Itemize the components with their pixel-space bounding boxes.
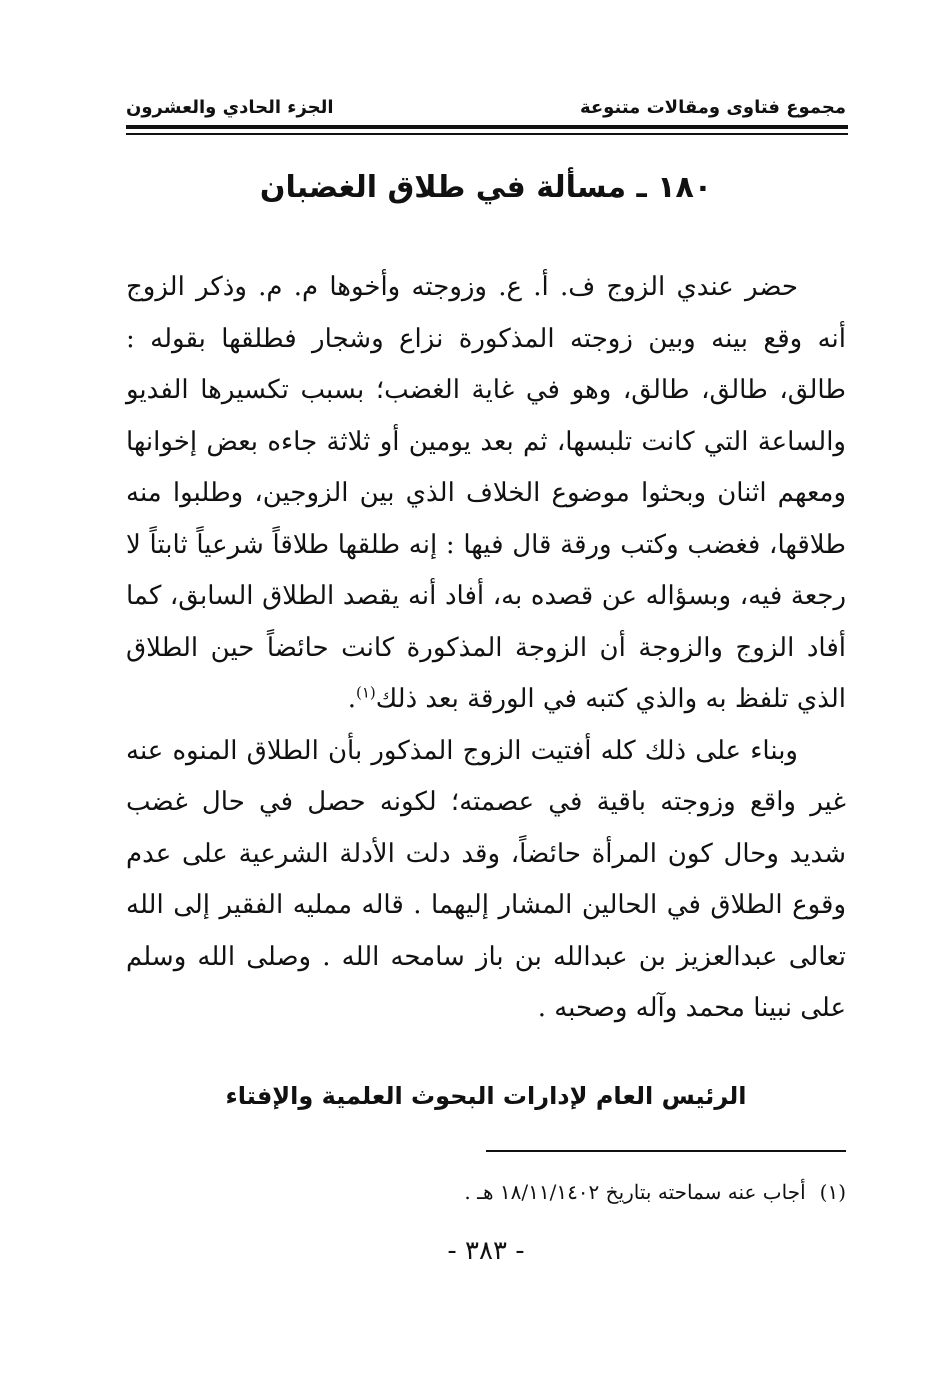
footnote-separator: [486, 1150, 846, 1152]
volume-label: الجزء الحادي والعشرون: [126, 97, 334, 118]
header-rule-thin: [126, 133, 848, 135]
book-title: مجموع فتاوى ومقالات متنوعة: [579, 97, 846, 118]
footnote: [126, 1180, 846, 1204]
page-number: - ٣٨٣ -: [447, 1236, 525, 1266]
paragraph-end: .: [347, 684, 356, 714]
body-text: [126, 262, 846, 1035]
paragraph: [126, 262, 846, 726]
footnote-text: أجاب عنه سماحته بتاريخ ١٨/١١/١٤٠٢ هـ .: [464, 1180, 806, 1204]
article-title: ١٨٠ ـ مسألة في طلاق الغضبان: [259, 170, 713, 205]
signature-line: الرئيس العام لإدارات البحوث العلمية والإفتاء: [225, 1082, 747, 1110]
footnote-marker: (١): [819, 1180, 846, 1204]
footnote-reference: (١): [355, 683, 376, 702]
header-rule: [126, 125, 848, 129]
paragraph-text: حضر عندي الزوج ف. أ. ع. وزوجته وأخوها م. م. وذكر الزوج أنه وقع بينه وبين زوجته المذكورة نزاع وشجار فطلقها بقوله : طالق، طالق، طالق، وهو في غاية الغضب؛ بسبب تكسيرها الفديو والساعة التي كانت تلبسها، ثم بعد يومين أو ثلاثة جاءه بعض إخوانها ومعهم اثنان وبحثوا موضوع الخلاف الذي بين الزوجين، وطلبوا منه طلاقها، فغضب وكتب ورقة قال فيها : إنه طلقها طلاقاً شرعياً ثابتاً لا رجعة فيه، وبسؤاله عن قصده به، أفاد أنه يقصد الطلاق السابق، كما أفاد الزوج والزوجة أن الزوجة المذكورة كانت حائضاً حين الطلاق الذي تلفظ به والذي كتبه في الورقة بعد ذلك: [126, 272, 846, 714]
running-header: [126, 88, 846, 118]
paragraph: وبناء على ذلك كله أفتيت الزوج المذكور بأن الطلاق المنوه عنه غير واقع وزوجته باقية في عصمته؛ لكونه حصل في حال غضب شديد وحال كون المرأة حائضاً، وقد دلت الأدلة الشرعية على عدم وقوع الطلاق في الحالين المشار إليهما . قاله مملیه الفقير إلى الله تعالى عبدالعزيز بن عبدالله بن باز سامحه الله . وصلى الله وسلم على نبينا محمد وآله وصحبه .: [126, 735, 846, 1023]
